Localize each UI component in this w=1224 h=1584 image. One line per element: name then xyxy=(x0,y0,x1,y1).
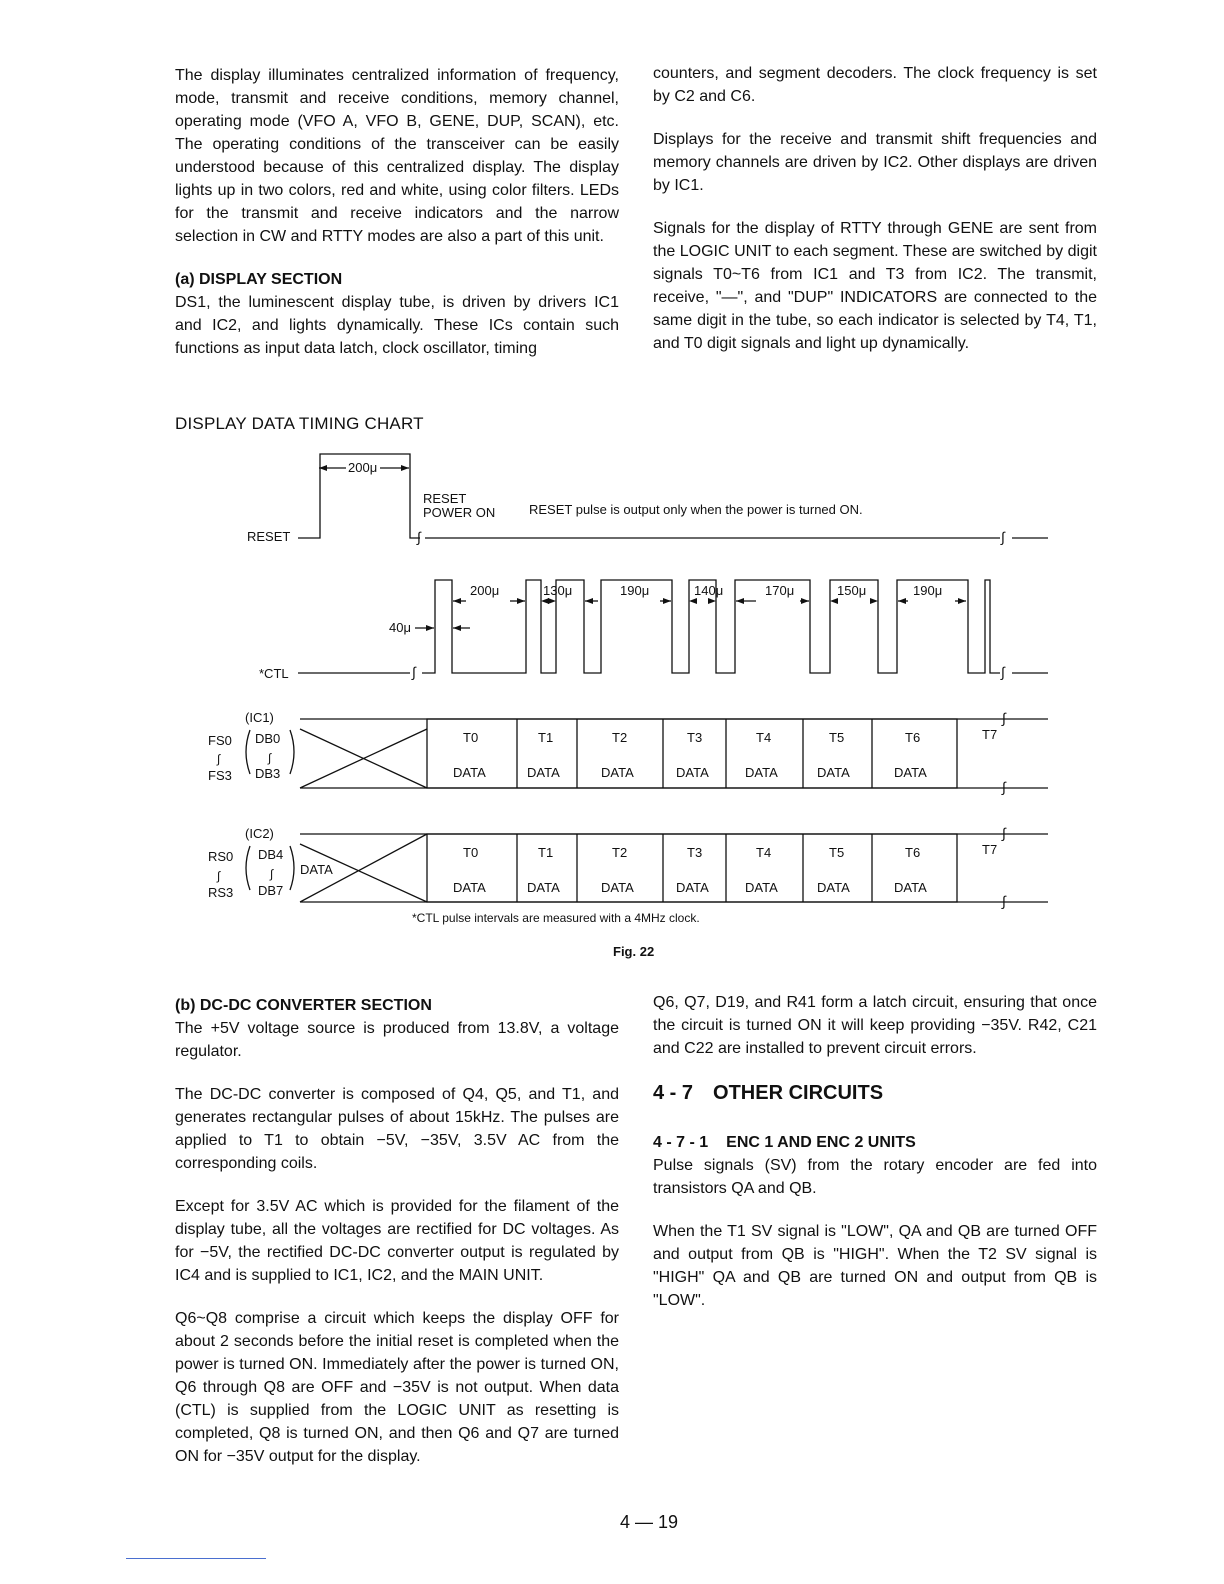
ctl-interval-7: 190μ xyxy=(913,583,943,598)
break-mark: ∫ xyxy=(1001,529,1005,545)
dcdc-heading: (b) DC-DC CONVERTER SECTION xyxy=(175,997,432,1014)
ic1-cell-data: DATA xyxy=(817,765,850,780)
ic2-cell-data: DATA xyxy=(453,880,486,895)
enc-units-heading xyxy=(653,1131,1097,1154)
ic1-digit-t0: T0 xyxy=(463,730,479,745)
ic1-fs-bottom: FS3 xyxy=(208,768,232,783)
ic2-digit-t5: T5 xyxy=(829,845,845,860)
dcdc-paragraph-1: The +5V voltage source is produced from 13.8V, a voltage regulator. xyxy=(175,1020,619,1060)
left-column-top xyxy=(175,64,619,360)
range-mark: ∫ xyxy=(270,867,274,881)
dcdc-paragraph-3: Except for 3.5V AC which is provided for the filament of the display tube, all the voltages are rectified for DC voltages. As for −5V, the rectified DC-DC converter output is regulated by IC4 and is supplied to IC1, IC2, and the MAIN UNIT. xyxy=(175,1198,619,1284)
right-column-top xyxy=(653,62,1097,355)
ctl-footnote: *CTL pulse intervals are measured with a 4MHz clock. xyxy=(412,911,700,925)
ic1-digit-t7: T7 xyxy=(982,727,998,742)
dcdc-paragraph-4: Q6~Q8 comprise a circuit which keeps the display OFF for about 2 seconds before the initial reset is completed when the power is turned ON. Immediately after the power is turned ON, Q6 through Q8 are OFF and −35V is not output. When data (CTL) is supplied from the LOGIC UNIT as resetting is completed, Q8 is turned ON, and then Q6 and Q7 are turned ON for −35V output for the display. xyxy=(175,1310,619,1465)
subsection-number: 4 - 7 - 1 xyxy=(653,1134,709,1151)
left-column-bottom xyxy=(175,994,619,1468)
ic2-data-tag: DATA xyxy=(300,862,333,877)
ic2-db-top: DB4 xyxy=(258,847,284,862)
ctl-interval-5: 170μ xyxy=(765,583,795,598)
break-mark: ∫ xyxy=(1001,664,1005,680)
ic1-db-bottom: DB3 xyxy=(255,766,281,781)
ic2-digit-t7: T7 xyxy=(982,842,998,857)
subsection-title: ENC 1 AND ENC 2 UNITS xyxy=(726,1134,916,1151)
ic1-cell-data: DATA xyxy=(894,765,927,780)
ic2-cell-data: DATA xyxy=(745,880,778,895)
section-title: OTHER CIRCUITS xyxy=(713,1082,884,1104)
ic1-fs-top: FS0 xyxy=(208,733,232,748)
enc-paragraph-1: Pulse signals (SV) from the rotary encoder are fed into transistors QA and QB. xyxy=(653,1157,1097,1197)
intro-paragraph: The display illuminates centralized information of frequency, mode, transmit and receive conditions, memory channel, operating mode (VFO A, VFO B, GENE, DUP, SCAN), etc. The operating conditions of the transceiver can be easily understood because of this centralized display. The display lights up in two colors, red and white, using color filters. LEDs for the transmit and receive indicators and the narrow selection in CW and RTTY modes are also a part of this unit. xyxy=(175,67,619,245)
section-number: 4 - 7 xyxy=(653,1082,694,1104)
page-number: 4 — 19 xyxy=(620,1512,679,1532)
ic2-rs-bottom: RS3 xyxy=(208,885,234,900)
ic1-cell-data: DATA xyxy=(527,765,560,780)
timing-chart xyxy=(0,440,1224,940)
display-section-heading: (a) DISPLAY SECTION xyxy=(175,271,343,288)
range-mark: ∫ xyxy=(268,751,272,765)
ic2-cell-data: DATA xyxy=(894,880,927,895)
right-paragraph-3: Signals for the display of RTTY through GENE are sent from the LOGIC UNIT to each segment. These are switched by digit signals T0~T6 from IC1 and T3 from IC2. The transmit, receive, "—", and "DUP" INDICATORS are connected to the same digit in the tube, so each indicator is selected by T4, T1, and T0 digit signals and light up dynamically. xyxy=(653,220,1097,352)
break-mark: ∫ xyxy=(412,664,416,680)
ic2-digit-t3: T3 xyxy=(687,845,703,860)
dcdc-paragraph-2: The DC-DC converter is composed of Q4, Q5, and T1, and generates rectangular pulses of about 15kHz. The pulses are applied to T1 to obtain −5V, −35V, 3.5V AC from the corresponding coils. xyxy=(175,1086,619,1172)
ic1-cell-data: DATA xyxy=(601,765,634,780)
ctl-pulse-width: 40μ xyxy=(389,620,411,635)
enc-paragraph-2: When the T1 SV signal is "LOW", QA and QB are turned OFF and output from QB is "HIGH". When the T2 SV signal is "HIGH" QA and QB are turned ON and output from QB is "LOW". xyxy=(653,1223,1097,1309)
footer-rule xyxy=(126,1558,266,1559)
ctl-interval-2: 130μ xyxy=(543,583,573,598)
right-paragraph-1: counters, and segment decoders. The clock frequency is set by C2 and C6. xyxy=(653,65,1097,105)
ctl-interval-4: 140μ xyxy=(694,583,724,598)
other-circuits-heading xyxy=(653,1082,1097,1105)
ic1-digit-t5: T5 xyxy=(829,730,845,745)
ic2-db-bottom: DB7 xyxy=(258,883,284,898)
ic2-digit-t4: T4 xyxy=(756,845,772,860)
right-paragraph-2: Displays for the receive and transmit shift frequencies and memory channels are driven by IC2. Other displays are driven by IC1. xyxy=(653,131,1097,194)
break-mark: ∫ xyxy=(1002,893,1006,909)
timing-chart-title: DISPLAY DATA TIMING CHART xyxy=(175,414,424,433)
ic1-cell-data: DATA xyxy=(453,765,486,780)
ctl-label: *CTL xyxy=(259,666,289,681)
ic1-digit-t3: T3 xyxy=(687,730,703,745)
ic2-cell-data: DATA xyxy=(527,880,560,895)
ic2-label: (IC2) xyxy=(245,826,274,841)
range-mark: ∫ xyxy=(217,752,221,766)
reset-power-on-line1: RESET xyxy=(423,491,467,506)
ic1-digit-t4: T4 xyxy=(756,730,772,745)
ic2-rs-top: RS0 xyxy=(208,849,234,864)
ic2-digit-t1: T1 xyxy=(538,845,554,860)
break-mark: ∫ xyxy=(1002,779,1006,795)
reset-note: RESET pulse is output only when the power is turned ON. xyxy=(529,502,863,517)
ctl-interval-3: 190μ xyxy=(620,583,650,598)
dcdc-paragraph-right: Q6, Q7, D19, and R41 form a latch circuit, ensuring that once the circuit is turned ON it will keep providing −35V. R42, C21 and C22 are installed to prevent circuit errors. xyxy=(653,994,1097,1057)
ic1-db-top: DB0 xyxy=(255,731,281,746)
ic2-digit-t0: T0 xyxy=(463,845,479,860)
ic2-cell-data: DATA xyxy=(817,880,850,895)
right-column-bottom xyxy=(653,991,1097,1312)
reset-label: RESET xyxy=(247,529,291,544)
ic2-digit-t6: T6 xyxy=(905,845,921,860)
range-mark: ∫ xyxy=(217,869,221,883)
ic2-cell-data: DATA xyxy=(676,880,709,895)
break-mark: ∫ xyxy=(1002,710,1006,726)
reset-width-label: 200μ xyxy=(348,460,378,475)
ic1-cell-data: DATA xyxy=(745,765,778,780)
ic1-label: (IC1) xyxy=(245,710,274,725)
ic2-cell-data: DATA xyxy=(601,880,634,895)
break-mark: ∫ xyxy=(1002,825,1006,841)
ic1-digit-t2: T2 xyxy=(612,730,628,745)
ic1-digit-t1: T1 xyxy=(538,730,554,745)
display-section-paragraph: DS1, the luminescent display tube, is driven by drivers IC1 and IC2, and lights dynamically. These ICs contain such functions as input data latch, clock oscillator, timing xyxy=(175,294,619,357)
reset-power-on-line2: POWER ON xyxy=(423,505,496,520)
figure-caption: Fig. 22 xyxy=(613,944,655,959)
ic2-digit-t2: T2 xyxy=(612,845,628,860)
ic1-digit-t6: T6 xyxy=(905,730,921,745)
ic1-cell-data: DATA xyxy=(676,765,709,780)
ctl-interval-1: 200μ xyxy=(470,583,500,598)
ctl-interval-6: 150μ xyxy=(837,583,867,598)
break-mark: ∫ xyxy=(417,529,421,545)
